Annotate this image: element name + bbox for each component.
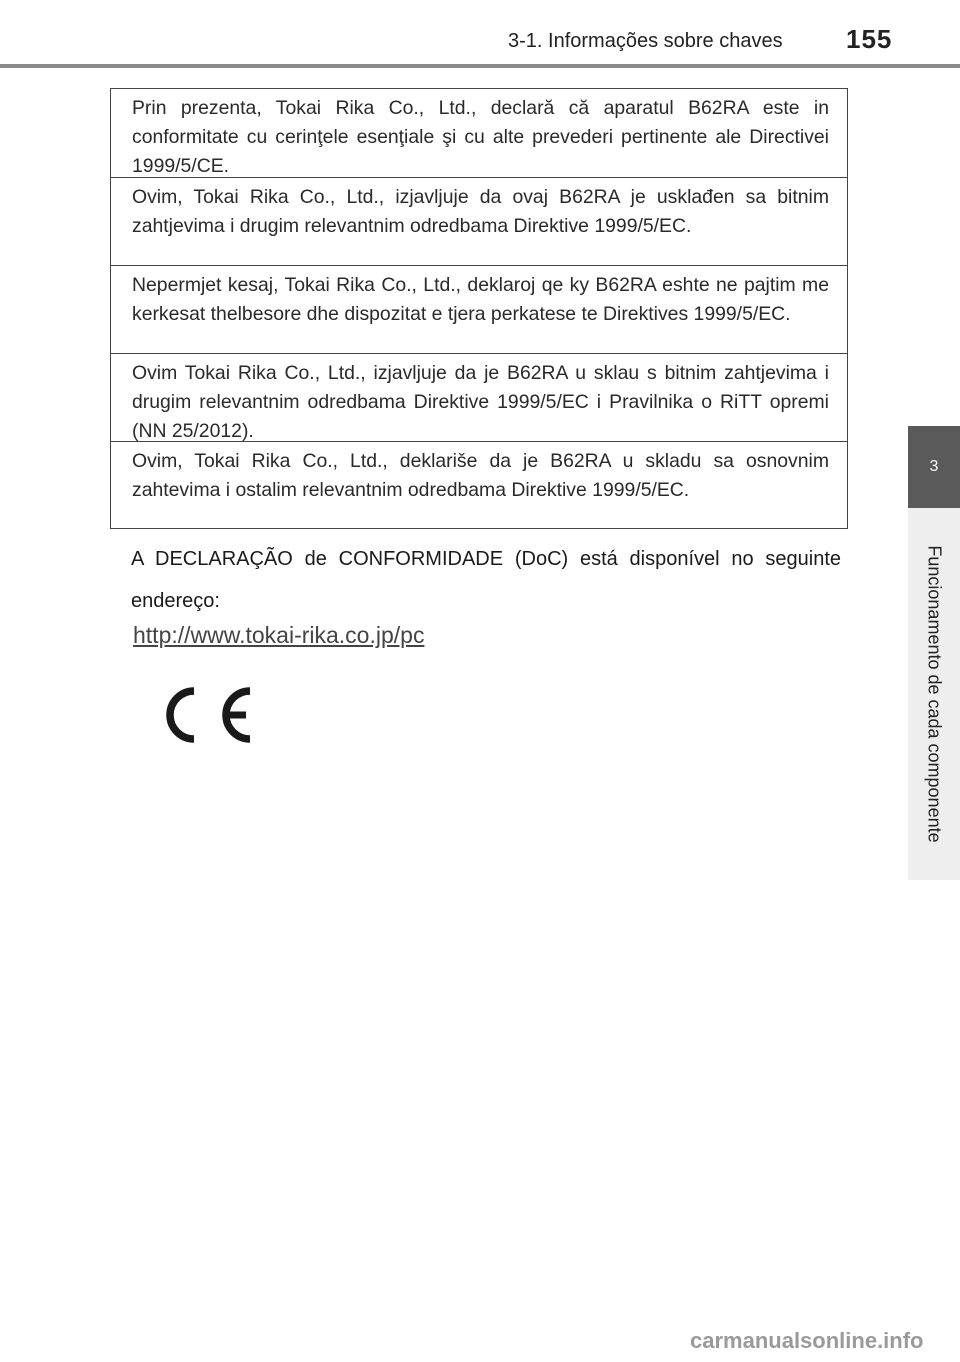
page-number: 155	[846, 24, 893, 54]
declaration-serbian: Ovim, Tokai Rika Co., Ltd., deklariše da je B62RA u skladu sa osnovnim zahtevima i ostalim relevantnim odredbama Direktive 1999/5/EC.	[111, 441, 847, 528]
doc-url-link[interactable]: http://www.tokai-rika.co.jp/pc	[133, 622, 425, 648]
footer-watermark: carmanualsonline.info	[690, 1328, 924, 1353]
declaration-croatian-ritt: Ovim Tokai Rika Co., Ltd., izjavljuje da je B62RA u sklau s bitnim zahtjevima i drugim relevantnim odredbama Direktive 1999/5/EC i Pravilnika o RiTT opremi (NN 25/2012).	[111, 353, 847, 441]
header-divider	[0, 64, 960, 68]
chapter-tab[interactable]	[908, 426, 960, 508]
declaration-albanian: Nepermjet kesaj, Tokai Rika Co., Ltd., deklaroj qe ky B62RA eshte ne pajtim me kerkesat thelbesore dhe dispozitat e tjera perkatese te Direktives 1999/5/EC.	[111, 265, 847, 353]
chapter-title: Funcionamento de cada componente	[924, 545, 945, 843]
ce-mark-icon	[164, 682, 260, 748]
chapter-number: 3	[929, 458, 939, 475]
declaration-table	[110, 88, 848, 529]
declaration-romanian: Prin prezenta, Tokai Rika Co., Ltd., declară că aparatul B62RA este in conformitate cu cerinţele esenţiale şi cu alte prevederi pertinente ale Directivei 1999/5/CE.	[132, 97, 829, 177]
doc-availability-text: A DECLARAÇÃO de CONFORMIDADE (DoC) está disponível no seguinte endereço:	[131, 548, 841, 612]
declaration-croatian: Ovim, Tokai Rika Co., Ltd., izjavljuje da ovaj B62RA je usklađen sa bitnim zahtjevima i drugim relevantnim odredbama Direktive 1999/5/EC.	[111, 177, 847, 265]
section-title: 3-1. Informações sobre chaves	[508, 30, 783, 52]
